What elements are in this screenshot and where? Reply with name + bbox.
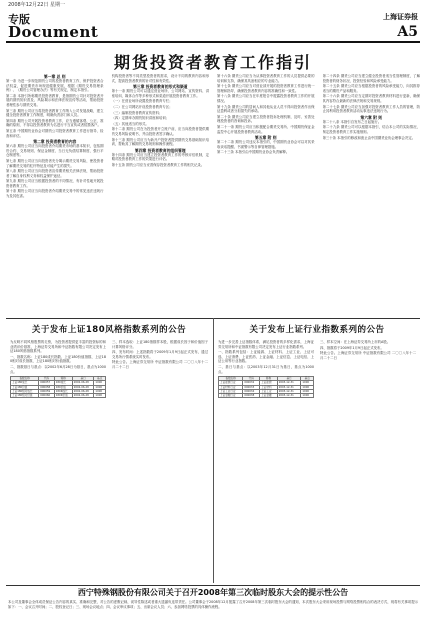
paragraph: 第十六条 期货公司应当为从事投资者教育工作的人员提供必要的培训和支持，确保其具备相应的专业能力。 <box>217 74 315 83</box>
paragraph: 第三十条 本指引的修改和废止由中国期货业协会理事会决定。 <box>322 135 416 140</box>
table-cell: 上证材料 <box>260 385 278 389</box>
table-cell: 1000 <box>301 389 314 393</box>
table-cell: 上证180相对价值 <box>11 393 39 397</box>
paragraph: 第二十二条 期货公司违反本指引的，中国期货业协会可以对其采取谈话提醒、书面警示等自律管理措施。 <box>217 140 315 149</box>
table-cell: 2003-12-31 <box>277 393 301 397</box>
table-header-cell: 代码 <box>39 377 55 381</box>
paragraph: 第五条 中国期货业协会对期货公司投资者教育工作进行指导、检查和评估。 <box>6 128 104 138</box>
table-cell: 000032 <box>243 381 260 385</box>
paragraph: （五）其他适当的形式。 <box>111 121 149 126</box>
paragraph: 第二十条 期货公司应当建立投资者投诉处理机制，及时、妥善处理投资者的咨询和投诉。 <box>217 114 315 124</box>
announcement-column <box>320 340 416 583</box>
table-cell: 2003-12-31 <box>277 385 301 389</box>
table-cell: 000033 <box>243 385 260 389</box>
table-cell: 上证能源行业 <box>219 381 243 385</box>
table-header-cell: 基日 <box>277 377 301 381</box>
paragraph: 第二十五条 期货公司应当根据投资者的风险承受能力，向其推荐适当的期货产品和服务。 <box>322 84 420 93</box>
article-body <box>6 74 420 314</box>
article-column <box>112 74 210 314</box>
table-cell: 1000 <box>94 385 106 389</box>
table-cell: 2002-06-28 <box>72 389 94 393</box>
table-header-cell: 指数名称 <box>11 377 39 381</box>
table-cell: 上证工业 <box>260 389 278 393</box>
footer-announcement-text <box>8 600 418 618</box>
chapter-heading: 第一章 总 则 <box>43 74 66 79</box>
table-cell: 180价值 <box>54 385 72 389</box>
table-cell: 1000 <box>94 393 106 397</box>
chapter-heading: 第三章 投资者教育的形式和渠道 <box>133 84 188 90</box>
chapter-heading: 第五章 附 则 <box>254 135 277 141</box>
table-cell: 180成长 <box>54 381 72 385</box>
paragraph: 第十七条 期货公司应当对营业部开展的投资者教育工作进行统一管理和指导，确保投资者教育内容的准确性和一致性。 <box>217 84 315 93</box>
paragraph: 第二十八条 本指引自发布之日起施行。 <box>322 119 382 124</box>
announcement-body <box>10 340 208 583</box>
paragraph: 第七条 期货公司应当向投资者充分揭示期货交易风险，使投资者了解期货交易的杠杆特征及可能产生的损失。 <box>6 158 104 168</box>
table-header-cell: 代码 <box>243 377 260 381</box>
table-cell: 上证金融 <box>260 393 278 397</box>
paragraph: 第十九条 期货公司的居间人和其他从业人员不得向投资者作出保证盈利或者分担损失的承诺。 <box>217 104 315 114</box>
table-cell: 1000 <box>94 381 106 385</box>
paragraph: 第十四条 期货公司应当建立投资者教育工作的考核评估机制，定期对投资者教育工作的效果进行评估。 <box>111 152 209 162</box>
paragraph: （二）在公司网站开设投资者教育专区； <box>111 104 173 109</box>
announcement-signature: 特此公告。上海证券交易所 中证指数有限公司 二〇〇八年十二月二十二日 <box>320 351 416 360</box>
paragraph: 第十五条 期货公司应当妥善保存投资者教育工作的相关记录。 <box>111 162 205 167</box>
paragraph: 第十二条 期货公司在为投资者开立账户前，应当向投资者提供期货交易风险说明书，并由投资者签字确认。 <box>111 127 209 136</box>
section-masthead <box>6 11 420 43</box>
main-headline: 期货投资者教育工作指引 <box>113 53 312 72</box>
table-cell: 上证180价值 <box>11 385 39 389</box>
table-header-cell: 基点 <box>94 377 106 381</box>
newspaper-name: 上海证券报 <box>383 13 418 21</box>
page-number: A5 <box>397 24 418 40</box>
table-cell: 000038 <box>243 393 260 397</box>
paragraph: 三、样本选取：上证180指数样本股，根据成长因子和价值因子计算风格评分。 <box>112 340 208 349</box>
top-bar <box>0 0 426 10</box>
paragraph: 本公司及董事会全体成员保证公告内容的真实、准确和完整，对公告的虚假记载、误导性陈述或者重大遗漏负连带责任。公司董事会于2008年12月披露了召开2008年第三次临时股东大会的通知，本次股东大会采用现场投票与网络投票相结合的表决方式，现将有关事项提示如下：一、会议召开时间；二、股权登记日；三、现场会议地点；四、会议审议事项；五、出席会议人员；六、参加网络投票的具体操作流程。 <box>8 600 418 609</box>
section-label-english: Document <box>8 23 99 41</box>
paragraph: 第八条 期货公司应当向投资者宣传期货相关法律法规，帮助投资者了解自身权利义务和权益保护途径。 <box>6 169 104 178</box>
table-cell: 1000 <box>301 385 314 389</box>
paragraph: 二、基日与基点：以2003年12月31日为基日，基点为1000点。 <box>218 364 314 374</box>
paragraph: 第六条 期货公司应当向投资者介绍期货市场的基本知识，包括期货合约、交易规则、保证金制度、当日无负债结算制度、强行平仓制度等。 <box>6 144 104 158</box>
paragraph: 第十一条 期货公司可以通过营业场所、公司网站、宣传资料、讲座培训、媒体合作等多种形式和渠道开展投资者教育工作。 <box>111 89 209 98</box>
table-cell: 上证金融行业 <box>219 393 243 397</box>
table-cell: 2003-12-31 <box>277 389 301 393</box>
paragraph: 二、指数基日与基点：以2002年6月28日为基日，基点为1000点。 <box>10 364 106 374</box>
chapter-heading: 第六章 附 则 <box>360 114 383 120</box>
paragraph: 第二十三条 本指引由中国期货业协会负责解释。 <box>217 150 290 155</box>
paragraph: 第二十七条 期货公司应当加强对投资者教育工作人员的管理，防止其利用投资者教育活动从事违法违规行为。 <box>322 104 420 114</box>
paragraph: 为反映不同风格股票的走势，为投资者提供更丰富的投资标的和业绩评价基准，上海证券交易所和中证指数有限公司决定发布上证180风格指数系列。 <box>10 340 106 354</box>
paragraph: 机构投资者等不同类型投资者的需求，设计不同的教育内容和形式，提高投资者教育的针对性和有效性。 <box>111 74 209 83</box>
paragraph: 第二十九条 期货公司可以根据本指引，结合本公司的实际情况，制定投资者教育工作实施细则。 <box>322 125 420 134</box>
announcement-title: 关于发布上证行业指数系列的公告 <box>249 325 385 335</box>
announcement-signature: 特此公告。上海证券交易所 中证指数有限公司 二〇〇八年十二月二十二日 <box>112 360 208 369</box>
table-header-cell: 简称 <box>54 377 72 381</box>
paragraph: 第二十一条 期货公司应当积极配合期货交易所、中国期货保证金监控中心开展投资者教育活动。 <box>217 124 315 134</box>
table-cell: 2002-06-28 <box>72 393 94 397</box>
announcement-title: 关于发布上证180风格指数系列的公告 <box>31 325 187 335</box>
paragraph: 第十三条 期货公司应当为新开户投资者提供期货交易基础知识培训，帮助其了解期货交易规则和操作流程。 <box>111 137 209 147</box>
paragraph: 第十八条 期货公司应当在年度报告中披露投资者教育工作的开展情况。 <box>217 94 315 103</box>
paragraph: 为进一步完善上证指数体系，满足投资者的多样化需求，上海证券交易所和中证指数有限公司决定发布上证行业指数系列。 <box>218 340 314 349</box>
paragraph: 四、指数将于2009年1月9日起正式发布。 <box>320 345 384 350</box>
paragraph: 第三条 期货公司应当将投资者教育工作纳入公司发展战略，建立健全投资者教育工作制度，明确负责部门和人员。 <box>6 108 104 118</box>
table-cell: 2002-06-28 <box>72 385 94 389</box>
article-column <box>323 74 421 314</box>
table-cell: 1000 <box>301 393 314 397</box>
table-cell: 180R价值 <box>54 393 72 397</box>
table-header-cell: 基日 <box>72 377 94 381</box>
table-cell: 000058 <box>39 385 55 389</box>
paragraph: 第十条 期货公司应当向投资者介绍期货交易中的常见违法违规行为及其危害。 <box>6 189 104 199</box>
issue-date: 2008年12月22日 星期一 <box>8 2 66 8</box>
chapter-heading: 第二章 投资者教育的内容 <box>33 139 77 145</box>
chapter-heading: 第四章 投资者教育的组织管理 <box>134 147 186 153</box>
paragraph: 第九条 期货公司应当根据投资者的不同情况，有针对性地开展投资者教育工作。 <box>6 179 104 188</box>
announcement-body <box>218 340 416 583</box>
article-column <box>6 74 104 314</box>
paragraph: 四、发布时间：上述指数将于2009年1月9日起正式发布，通过交易所行情系统实时发布。 <box>112 350 208 359</box>
paragraph: 三、样本空间：在上海证券交易所上市的A股。 <box>320 340 391 344</box>
table-row <box>219 393 314 397</box>
table-cell: 上证180成长 <box>11 381 39 385</box>
paragraph: 一、指数系列包括：上证能源、上证材料、上证工业、上证可选、上证消费、上证医药、上证金融、上证信息、上证电信、上证公用等行业指数。 <box>218 350 314 364</box>
table-cell: 2003-12-31 <box>277 381 301 385</box>
table-header-cell: 基点 <box>301 377 314 381</box>
paragraph: 一、指数名称：上证180成长指数、上证180价值指数、上证180相对成长指数、上证180相对价值指数。 <box>10 354 106 364</box>
table-cell: 000034 <box>243 389 260 393</box>
table-cell: 上证工业行业 <box>219 389 243 393</box>
announcement-column <box>112 340 208 583</box>
column-divider <box>213 318 214 583</box>
paragraph: （三）编制投资者教育宣传资料； <box>111 110 163 115</box>
announcement-column <box>10 340 106 583</box>
paragraph: 第四条 期货公司开展投资者教育工作，应当遵循客观、公正、准确的原则，不得以投资者教育为名进行不当宣传或者招揽客户。 <box>6 118 104 128</box>
table-header-cell: 简称 <box>260 377 278 381</box>
table-cell: 上证能源 <box>260 381 278 385</box>
table-cell: 1000 <box>301 381 314 385</box>
paragraph: 第二条 本指引所称期货投资者教育，是指期货公司针对投资者开展的期货知识普及、风险揭示和法律法规宣传等活动，帮助投资者理性参与期货交易。 <box>6 93 104 107</box>
table-cell: 上证材料行业 <box>219 385 243 389</box>
table-cell: 180R成长 <box>54 389 72 393</box>
table-cell: 000060 <box>39 393 55 397</box>
table-cell: 2002-06-28 <box>72 381 94 385</box>
index-table <box>218 376 314 398</box>
table-row <box>11 393 106 397</box>
table-cell: 000057 <box>39 381 55 385</box>
paragraph: （一）在营业场所设置投资者教育专栏； <box>111 99 173 104</box>
paragraph: 第一条 为进一步规范期货公司的投资者教育工作，保护投资者合法权益，促进期货市场规范健康发展，根据《期货交易管理条例》、《期货公司管理办法》等有关规定，制定本指引。 <box>6 79 104 93</box>
paragraph: 第二十四条 期货公司应当建立健全投资者适当性管理制度，了解投资者的财务状况、投资经验和风险承受能力。 <box>322 74 420 83</box>
section-label: 专版 <box>8 13 30 26</box>
table-cell: 000059 <box>39 389 55 393</box>
paragraph: 第二十六条 期货公司应当定期对投资者教育材料进行更新，确保其内容符合最新的法律法规和交易规则。 <box>322 94 420 103</box>
paragraph: （四）定期举办期货知识讲座和培训； <box>111 116 170 121</box>
table-cell: 1000 <box>94 389 106 393</box>
index-table <box>10 376 106 398</box>
footer-announcement-title: 西宁特殊钢股份有限公司关于召开2008年第三次临时股东大会的提示性公告 <box>77 588 349 597</box>
table-header-cell: 指数名称 <box>219 377 243 381</box>
section-divider <box>6 585 420 586</box>
article-column <box>217 74 315 314</box>
announcement-column <box>218 340 314 583</box>
table-cell: 上证180相对成长 <box>11 389 39 393</box>
